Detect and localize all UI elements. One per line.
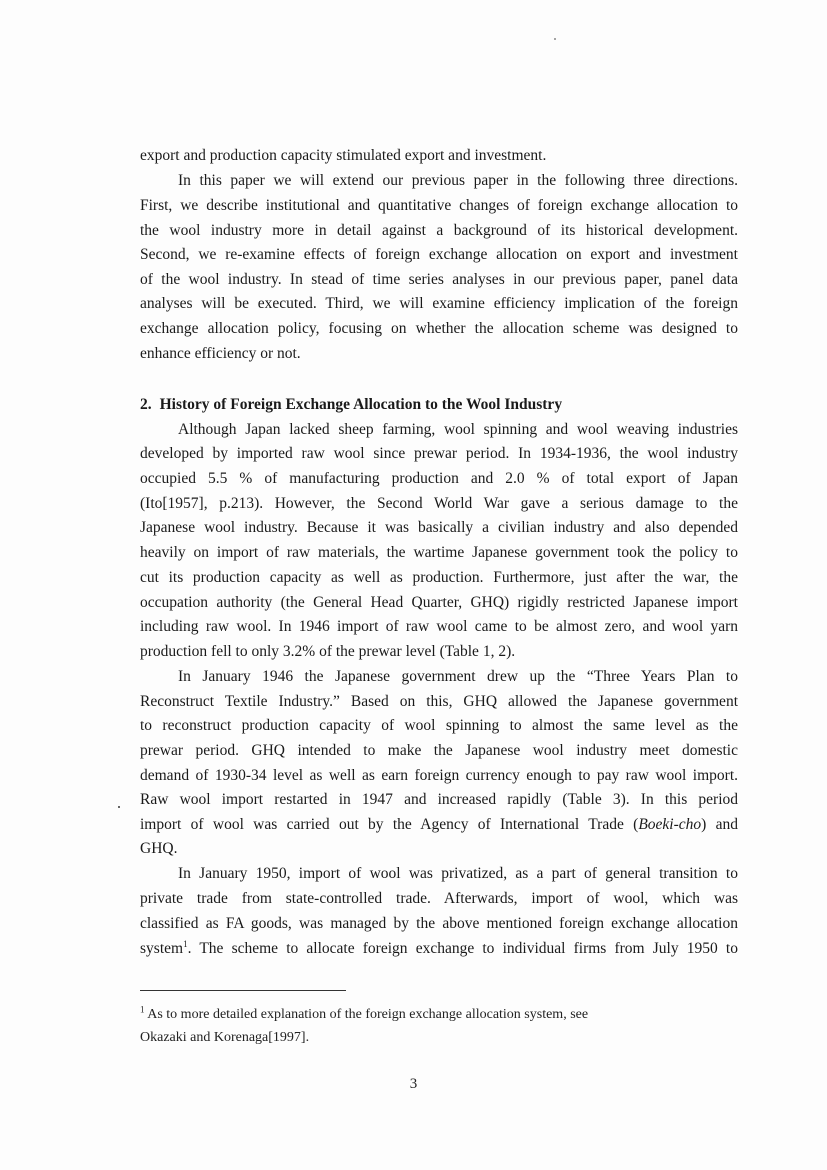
- scan-speck: [118, 806, 120, 808]
- line-segment: ) and: [701, 816, 738, 833]
- body-text-line: Reconstruct Textile Industry.” Based on this, GHQ allowed the Japanese government: [140, 693, 738, 710]
- body-text-line: Second, we re-examine effects of foreign exchange allocation on export and investment: [140, 246, 738, 263]
- body-text-line: In January 1950, import of wool was privatized, as a part of general transition to: [178, 865, 738, 882]
- body-text-line: developed by imported raw wool since prewar period. In 1934-1936, the wool industry: [140, 445, 738, 462]
- footnote-marker: 1: [140, 1004, 145, 1015]
- body-text-line: Raw wool import restarted in 1947 and increased rapidly (Table 3). In this period: [140, 791, 738, 808]
- section-number: 2.: [140, 396, 152, 413]
- page-number: 3: [409, 1076, 418, 1092]
- body-text-line: demand of 1930-34 level as well as earn foreign currency enough to pay raw wool import.: [140, 767, 738, 784]
- body-text-line: the wool industry more in detail against a background of its historical development.: [140, 222, 738, 239]
- italic-term: Boeki-cho: [638, 816, 702, 833]
- body-text-line: exchange allocation policy, focusing on whether the allocation scheme was designed to: [140, 320, 738, 337]
- body-text-line: [140, 939, 738, 959]
- footnote-line: [140, 1006, 588, 1024]
- body-text-line: to reconstruct production capacity of wool spinning to almost the same level as the: [140, 717, 738, 734]
- body-text-line: (Ito[1957], p.213). However, the Second World War gave a serious damage to the: [140, 495, 738, 512]
- body-text-line: analyses will be executed. Third, we will examine efficiency implication of the foreign: [140, 295, 738, 312]
- body-text-line: GHQ.: [140, 840, 178, 857]
- section-heading: [140, 395, 562, 415]
- section-title: History of Foreign Exchange Allocation to the Wool Industry: [159, 396, 563, 413]
- body-text-line: Although Japan lacked sheep farming, wool spinning and wool weaving industries: [178, 421, 738, 438]
- body-text-line: export and production capacity stimulated export and investment.: [140, 147, 547, 164]
- scan-speck: [554, 38, 556, 40]
- body-text-line: occupation authority (the General Head Quarter, GHQ) rigidly restricted Japanese import: [140, 594, 738, 611]
- line-segment: . The scheme to allocate foreign exchange to individual firms from July 1950 to: [187, 940, 738, 957]
- body-text-line: Japanese wool industry. Because it was basically a civilian industry and also depended: [140, 519, 738, 536]
- body-text-line: [140, 815, 738, 835]
- body-text-line: heavily on import of raw materials, the wartime Japanese government took the policy to: [140, 544, 738, 561]
- body-text-line: occupied 5.5 % of manufacturing production and 2.0 % of total export of Japan: [140, 470, 738, 487]
- body-text-line: First, we describe institutional and quantitative changes of foreign exchange allocation to: [140, 197, 738, 214]
- footnote-separator: [140, 990, 346, 991]
- body-text-line: of the wool industry. In stead of time series analyses in our previous paper, panel data: [140, 271, 738, 288]
- body-text-line: including raw wool. In 1946 import of raw wool came to be almost zero, and wool yarn: [140, 618, 738, 635]
- footnote-line: Okazaki and Korenaga[1997].: [140, 1030, 310, 1045]
- footnote-text: As to more detailed explanation of the foreign exchange allocation system, see: [144, 1007, 589, 1022]
- body-text-line: production fell to only 3.2% of the prewar level (Table 1, 2).: [140, 643, 516, 660]
- body-text-line: cut its production capacity as well as production. Furthermore, just after the war, the: [140, 569, 738, 586]
- footnote-reference[interactable]: 1: [183, 938, 188, 949]
- body-text-line: In January 1946 the Japanese government drew up the “Three Years Plan to: [178, 668, 738, 685]
- body-text-line: classified as FA goods, was managed by the above mentioned foreign exchange allocation: [140, 915, 738, 932]
- body-text-line: prewar period. GHQ intended to make the Japanese wool industry meet domestic: [140, 742, 738, 759]
- line-segment: import of wool was carried out by the Agency of International Trade (: [140, 816, 639, 833]
- body-text-line: In this paper we will extend our previous paper in the following three directions.: [178, 172, 738, 189]
- body-text-line: private trade from state-controlled trade. Afterwards, import of wool, which was: [140, 890, 738, 907]
- line-segment: system: [140, 940, 184, 957]
- body-text-line: enhance efficiency or not.: [140, 345, 301, 362]
